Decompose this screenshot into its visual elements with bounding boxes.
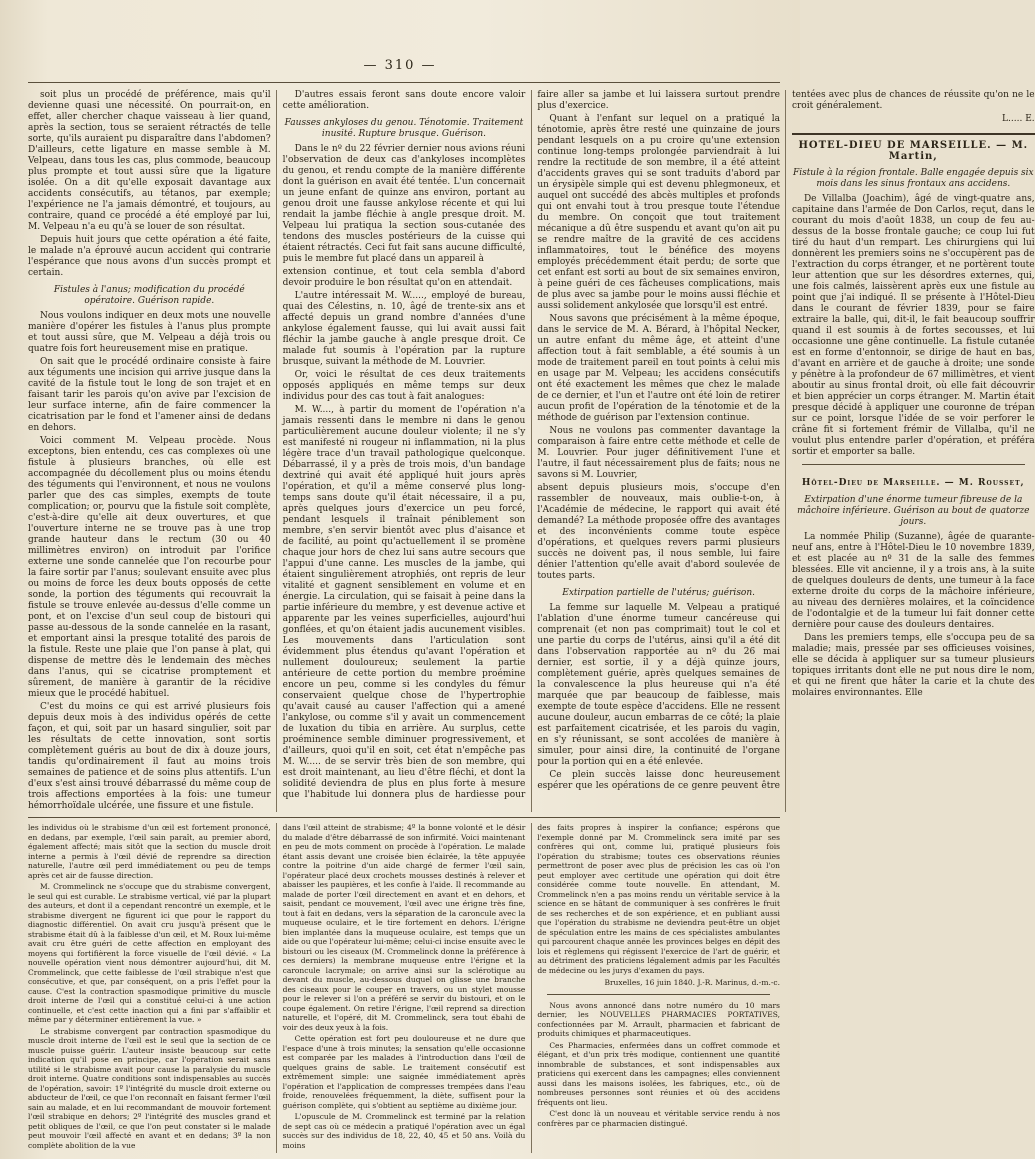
- page-number: — 310 —: [363, 58, 437, 73]
- hospital-heading: HOTEL-DIEU DE MARSEILLE. — M. Martin,: [792, 133, 1035, 162]
- paragraph: La femme sur laquelle M. Velpeau a pratiqué l'ablation d'une énorme tumeur cancéreuse qui comprenait (et non pas comprimait) tout le col et une partie du corps de l'utérus, ainsi qu'il a été dit dans l'observation rapportée au nº du 26 mai dernier, est sortie, il y a déjà quinze jours, complètement guérie, après quelques semaines de la convalescence la plus heureuse qui n'a été marquée que par beaucoup de faiblesse, mais exempte de toute espèce d'accidens. Elle ne ressent aucune douleur, aucun embarras de ce côté; la plaie est parfaitement cicatrisée, et les parois du vagin, en s'y réunissant, se sont accolées de manière à simuler, pour ainsi dire, la continuité de l'organe pour la portion qui en a été enlevée.: [537, 603, 780, 767]
- section-heading: Extirpation d'une énorme tumeur fibreuse de la mâchoire inférieure. Guérison au bout de quatorze jours.: [797, 495, 1030, 527]
- paragraph: M. Crommelinck ne s'occupe que du strabisme convergent, le seul qui est curable. Le strabisme vertical, vié par la plupart des auteurs, et dont il a cependant rencontré un exemple, et le strabisme divergent ne figurent ici que pour le rapport du diagnostic différentiel. On avait cru jusqu'à présent que le strabisme était dû à la faiblesse d'un œil, et M. Roux lui-même avait cru être guéri de cette affection en employant des moyens qui fortifièrent la force visuelle de l'œil dévié. « La nouvelle opération vient nous démontrer aujourd'hui, dit M. Crommelinck, que cette faiblesse de l'œil strabique n'est que consécutive, et que, par conséquent, on a pris l'effet pour la cause. C'est la contraction spasmodique primitive du muscle droit interne de l'œil qui a constitué celui-ci à une action continuelle, et c'est cette inaction qui a fini par s'affaiblir et même par y déterminer entièrement la vue. »: [28, 882, 271, 1024]
- paragraph: Voici comment M. Velpeau procède. Nous exceptons, bien entendu, ces cas complexes où une fistule à plusieurs branches, où elle est accompagnée du décollement plus ou moins étendu des téguments qui l'environnent, et nous ne voulons parler que des cas simples, exempts de toute complication; or, pourvu que la fistule soit complète, c'est-à-dire qu'elle ait deux ouvertures, et que l'ouverture interne ne se trouve pas à une trop grande hauteur dans le rectum (30 ou 40 millimètres environ) on introduit par l'orifice externe une sonde cannelée que l'on recourbe pour la faire sortir par l'anus; soulevant ensuite avec plus ou moins de force les deux bouts opposés de cette sonde, la portion des téguments qui recouvrait la fistule se trouve enlevée au-dessus d'elle comme un pont, et on l'excise d'un seul coup de bistouri qui passe au-dessous de la sonde cannelée en la rasant, et emportant ainsi la presque totalité des parois de la fistule. Reste une plaie que l'on panse à plat, qui dispense de mettre dès le lendemain des mèches dans l'anus, qui se cicatrise promptement et sûrement, de manière à garantir de la récidive mieux que le procédé habituel.: [28, 436, 271, 699]
- section-heading: Fistule à la région frontale. Balle engagée depuis six mois dans les sinus frontaux ans accidens.: [792, 168, 1034, 189]
- paragraph: Nous avons annoncé dans notre numéro du 10 mars dernier, les NOUVELLES PHARMACIES PORTATIVES, confectionnées par M. Arrault, pharmacien et fabricant de produits chimiques et pharmaceutiques.: [537, 1000, 780, 1038]
- section-heading: Fistules à l'anus; modification du procédé opératoire. Guérison rapide.: [53, 285, 245, 306]
- paragraph: La nommée Philip (Suzanne), âgée de quarante-neuf ans, entre à l'Hôtel-Dieu le 10 novembre 1839, et est placée au nº 31 de la salle des femmes blessées. Elle vit ancienne, il y a trois ans, à la suite de quelques douleurs de dents, une tumeur à la face externe droite du corps de la mâchoire inférieure, au niveau des dernières molaires, et la coïncidence de l'odontalgie et de la tumeur lui fait donner cette dernière pour cause des douleurs dentaires.: [791, 532, 1035, 630]
- paragraph: M. W...., à partir du moment de l'opération n'a jamais ressenti dans le membre ni dans le genou particulièrement aucune douleur violente; il ne s'y est manifesté ni rougeur ni inflammation, ni la plus légère trace d'un travail pathologique quelconque. Débarrassé, il y a près de trois mois, d'un bandage dextriné qui avait été appliqué huit jours après l'opération, et qu'il a même conservé plus long-temps sans doute qu'il était nécessaire, il a pu, après quelques jours d'exercice un peu forcé, pendant lesquels il traînait péniblement son membre, s'en servir bientôt avec plus d'aisance et de facilité, au point qu'actuellement il se promène chaque jour hors de chez lui sans autre secours que l'appui d'une canne. Les muscles de la jambe, qui étaient singulièrement atrophiés, ont repris de leur vitalité et gagnent sensiblement en volume et en énergie. La circulation, qui se faisait à peine dans la partie inférieure du membre, y est devenue active et apparente par les veines superficielles, aujourd'hui gonflées, et qu'on étaient jadis aucunement visibles. Les mouvements dans l'articulation sont évidemment plus étendus qu'avant l'opération et nullement douloureux; seulement la partie antérieure de cette portion du membre proémine encore un peu, comme si les condyles du fémur conservaient quelque chose de l'hypertrophie qu'avait causé au causer l'affection qui a amené l'ankylose, ou comme s'il y avait un commencement de luxation du tibia en arrière. Au surplus, cette proéminence semble diminuer progressivement, et d'ailleurs, quoi qu'il en soit, cet état n'empêche pas M. W..... de se servir très bien de son membre, qui est droit maintenant, au lieu d'être fléchi, et dont la solidité deviendra de plus en plus forte à mesure que l'habitude lui donnera plus de hardiesse pour faire aller sa jambe et lui laissera surtout prendre plus d'exercice.: [282, 90, 780, 800]
- paragraph: des faits propres à inspirer la confiance; espérons que l'exemple donné par M. Crommelinck sera imité par ses confrères qui ont, comme lui, pratiqué plusieurs fois l'opération du strabisme; toutes ces observations réunies permettront de poser avec plus de précision les cas où l'on peut employer avec certitude une opération qui doit être considérée comme toute nouvelle. En attendant, M. Crommelinck n'en a pas moins rendu un véritable service à la science en se hâtant de communiquer à ses confrères le fruit de ses recherches et de son expérience, et en publiant aussi que l'opération du strabisme ne deviendra peut-être un objet de spéculation entre les mains de ces spécialistes ambulantes qui parcourent chaque année les provinces belges en dépit des lois et règlemens qui régissent l'exercice de l'art de guérir, et au détriment des praticiens légalement admis par les Facultés de médecine ou les jurys d'examen du pays.: [537, 823, 780, 975]
- section-heading: Fausses ankyloses du genou. Ténotomie. Traitement inusité. Rupture brusque. Guérison.: [284, 118, 524, 139]
- paragraph: Depuis huit jours que cette opération a été faite, le malade n'a éprouvé aucun accident qui contrarie l'espérance que nous avons d'un succès prompt et certain.: [28, 235, 271, 278]
- section-divider: [547, 994, 770, 995]
- paragraph: L'opuscule de M. Crommelinck est terminé par la relation de sept cas où ce médecin a pratiqué l'opération avec un égal succès sur des individus de 18, 22, 40, 45 et 50 ans. Voilà du moins: [282, 1112, 526, 1150]
- paragraph: Le strabisme convergent par contraction spasmodique du muscle droit interne de l'œil est le seul que la section de ce muscle puisse guérir. L'auteur insiste beaucoup sur cette indication qu'il pose en principe, car l'opération serait sans utilité si le strabisme avait pour cause la paralysie du muscle droit interne. Quatre conditions sont indispensables au succès de l'opération, savoir: 1º l'intégrité du muscle droit externe ou abducteur de l'œil, ce que l'on reconnaît en faisant fermer l'œil sain au malade, et en lui recommandant de mouvoir fortement l'œil strabique en dehors; 2º l'intégrité des muscles grand et petit obliques de l'œil, ce que l'on peut constater si le malade peut mouvoir l'œil affecté en avant et en dedans; 3º la non complète abolition de la vue: [28, 1026, 271, 1150]
- paragraph: Dans les premiers temps, elle s'occupa peu de sa maladie; mais, pressée par ses officieuses voisines, elle se décida à appliquer sur sa tumeur plusieurs topiques irritants dont elle ne put nous dire le nom, et qui ne firent que hâter la carie et la chute des molaires environnantes. Elle: [791, 633, 1035, 698]
- paragraph: dans l'œil atteint de strabisme; 4º la bonne volonté et le désir du malade d'être débarrassé de son infirmité. Voici maintenant en peu de mots comment on procède à l'opération. Le malade étant assis devant une croisée bien éclairée, la tête appuyée contre la poitrine d'un aide chargé de fermer l'œil sain, l'opérateur placé deux crochets mousses destinés à relever et abaisser les paupières, et les confie à l'aide. Il recommande au malade de porter l'œil directement en avant et en dehors, et saisit, pendant ce mouvement, l'œil avec une érigne très fine, tout à fait en dedans, vers la séparation de la caroncule avec la muqueuse oculaire, et le tire fortement en dehors. L'érigne bien implantée dans la muqueuse oculaire, est temps que un aide ou que l'opérateur lui-même; celui-ci incise ensuite avec le bistouri ou les ciseaux (M. Crommelinck donne la préférence à ces derniers) la membrane muqueuse entre l'érigne et la caroncule lacrymale; on arrive ainsi sur la sclérotique au devant du muscle, au-dessous duquel on glisse une branche des ciseaux pour le couper en travers, ou un stylet mousse pour le relever si l'on a préféré se servir du bistouri, et on le coupe également. On retire l'érigne, l'œil reprend sa direction naturelle, et l'opéré, dit M. Crommelinck, sera tout ébahi de voir des deux yeux à la fois.: [282, 823, 526, 1032]
- author-signature: L..... E.: [1002, 114, 1035, 124]
- paragraph: Quant à l'enfant sur lequel on a pratiqué la ténotomie, après être resté une quinzaine de jours pendant lesquels on a pu croire qu'une extension continue long-temps prolongée parviendrait à lui rendre la rectitude de son membre, il a été atteint d'accidents graves qui se sont traduits d'abord par un érysipèle simple qui est devenu phlegmoneux, et auquel ont succédé des abcès multiples et profonds qui ont envahi tout à trou presque toute l'étendue du membre. On conçoit que tout traitement mécanique a dû être suspendu et avant qu'on ait pu se rendre maître de la gravité de ces accidens inflammatoires, tout le bénéfice des moyens employés précédemment était perdu; de sorte que cet enfant est sorti au bout de six semaines environ, à peine guéri de ces fâcheuses complications, mais de plus avec sa jambe pour le moins aussi fléchie et aussi solidement ankylosée que lorsqu'il est entré.: [537, 114, 780, 311]
- paragraph: Nous voulons indiquer en deux mots une nouvelle manière d'opérer les fistules à l'anus plus prompte et tout aussi sûre, que M. Velpeau a déjà trois ou quatre fois fort heureusement mise en pratique.: [28, 311, 271, 354]
- paragraph: Ces Pharmacies, enfermées dans un coffret commode et élégant, et d'un prix très modique, contiennent une quantité innombrable de substances, et sont indispensables aux praticiens qui exercent dans les campagnes; elles conviennent aussi dans les maisons isolées, les fabriques, etc., où de nombreuses personnes sont réunies et où des accidens fréquents ont lieu.: [537, 1040, 780, 1107]
- paragraph: soit plus un procédé de préférence, mais qu'il devienne quasi une nécessité. On pourrait-on, en effet, aller chercher chaque vaisseau à lier quand, après la section, tous se seraient rétractés de telle sorte, qu'ils auraient pu disparaître dans l'abdomen? D'ailleurs, cette ligature en masse semble à M. Velpeau, dans tous les cas, plus commode, beaucoup plus prompte et tout aussi sûre que la ligature isolée. On a dit qu'elle exposait davantage aux accidents consécutifs, au tétanos, par exemple; l'expérience ne l'a jamais démontré, et toujours, au contraire, quand ce procédé a été employé par lui, M. Velpeau n'a eu qu'à se louer de son résultat.: [28, 90, 271, 232]
- paragraph: Cette opération est fort peu douloureuse et ne dure que l'espace d'une à trois minutes; la sensation qu'elle occasionne est comparée par les malades à l'introduction dans l'œil de quelques grains de sable. Le traitement consécutif est extrêmement simple: une saignée immédiatement après l'opération et l'application de compresses trempées dans l'eau froide, renouvelées fréquemment, la diète, suffisent pour la guérison complète, qui s'obtient au septième au dixième jour.: [282, 1034, 526, 1110]
- paragraph: L'autre intéressait M. W....., employé de bureau, quai des Célestins, n. 10, âgé de trente-six ans et affecté depuis un grand nombre d'années d'une ankylose également fausse, qui lui avait aussi fait fléchir la jambe gauche à angle presque droit. Ce malade fut soumis à l'opération par la rupture brusque, suivant la méthode de M. Louvrier.: [282, 291, 526, 367]
- paragraph: Ce plein succès laisse donc heureusement espérer que les opérations de ce genre peuvent être tentées avec plus de chances de réussite qu'on ne le croit généralement.: [537, 90, 1035, 791]
- section-heading: Extirpation partielle de l'utérus; guérison.: [562, 588, 756, 598]
- paragraph: C'est du moins ce qui est arrivé plusieurs fois depuis deux mois à des individus opérés de cette façon, et qui, soit par un hasard singulier, soit par les résultats de cette innovation, sont sortis complètement guéris au bout de dix à douze jours, tandis qu'ordinairement il faut au moins trois semaines de patience et de soins plus attentifs. L'un d'eux s'est ainsi trouvé débarrassé du même coup de trois affections emportées à la fois: une tumeur hémorrhoïdale ulcérée, une fissure et une fistule.: [28, 702, 271, 811]
- paragraph: les individus où le strabisme d'un œil est fortement prononcé, en dedans, par exemple, l'œil sain paraît, au premier abord, également affecté; mais sitôt que la section du muscle droit interne a permis à l'œil dévié de reprendre sa direction naturelle, l'autre œil perd immédiatement ou peu de temps après cet air de fausse direction.: [28, 823, 271, 880]
- hospital-heading: Hôtel-Dieu de Marseille. — M. Rousset,: [801, 478, 1025, 488]
- paragraph: Nous ne voulons pas commenter davantage la comparaison à faire entre cette méthode et celle de M. Louvrier. Pour juger définitivement l'une et l'autre, il faut nécessairement plus de faits; nous ne savons si M. Louvrier,: [537, 426, 780, 480]
- paragraph: absent depuis plusieurs mois, s'occupe d'en rassembler de nouveaux, mais oublie-t-on, à l'Académie de médecine, le rapport qui avait été demandé? La méthode proposée offre des avantages et des inconvénients comme toute espèce d'opérations, et quelques revers parmi plusieurs succès ne doivent pas, il nous semble, lui faire dénier l'attention qu'elle avait d'abord soulevée de toutes parts.: [537, 483, 780, 581]
- section-divider: [802, 464, 1025, 465]
- paragraph: Nous savons que précisément à la même époque, dans le service de M. A. Bérard, à l'hôpital Necker, un autre enfant du même âge, et atteint d'une affection tout à fait semblable, a été soumis à un mode de traitement pareil en tout points à celui mis en usage par M. Velpeau; les accidens consécutifs ont été exactement les mêmes que chez le malade de ce dernier, et l'un et l'autre ont été loin de retirer aucun profit de l'opération de la ténotomie et de la méthode de guérison par l'extension continue.: [537, 314, 780, 423]
- section-rule: [28, 817, 780, 818]
- paragraph: extension continue, et tout cela sembla d'abord devoir produire le bon résultat qu'on en attendait.: [282, 267, 526, 288]
- paragraph: C'est donc là un nouveau et véritable service rendu à nos confrères par ce pharmacien distingué.: [537, 1109, 780, 1128]
- paragraph: On sait que le procédé ordinaire consiste à faire aux téguments une incision qui arrive jusque dans la cavité de la fistule tout le long de son trajet et en faisant tarir les parois qu'on avive par l'excision de leur surface interne, afin de faire commencer la cicatrisation par le fond et l'amener ainsi de dedans en dehors.: [28, 357, 271, 433]
- dateline: Bruxelles, 16 juin 1840. J.-R. Marinus, d.-m.-c.: [604, 978, 780, 987]
- paragraph: Dans le nº du 22 février dernier nous avions réuni l'observation de deux cas d'ankyloses incomplètes du genou, et rendu compte de la manière différente dont la guérison en avait été tentée. L'un concernait un jeune enfant de quinze ans environ, portant au genou droit une fausse ankylose récente et qui lui rendait la jambe fléchie à angle presque droit. M. Velpeau lui pratiqua la section sous-cutanée des tendons des muscles postérieurs de la cuisse qui étaient rétractés. Ceci fut fait sans aucune difficulté, puis le membre fut placé dans un appareil à: [282, 144, 526, 264]
- upper-three-column-body: [28, 90, 1035, 812]
- lower-three-column-body: [28, 823, 780, 1153]
- paragraph: De Villalba (Joachim), âgé de vingt-quatre ans, capitaine dans l'armée de Don Carlos, reçut, dans le courant du mois d'août 1838, un coup de feu au-dessus de la bosse frontale gauche; ce coup lui fut tiré du haut d'un rempart. Les chirurgiens qui lui donnèrent les premiers soins ne s'occupèrent pas de l'extraction du corps étranger, et ne portèrent toute leur attention que sur les désordres externes, qui, une fois calmés, laissèrent après eux une fistule au point que j'ai indiqué. Il se présente à l'Hôtel-Dieu dans le courant de février 1839, pour se faire extraire la balle, qui, dit-il, le fait beaucoup souffrir quand il est soumis à de fortes secousses, et lui occasionne une gêne continuelle. La fistule cutanée est en forme d'entonnoir, se dirige de haut en bas, d'avant en arrière et de gauche à droite; une sonde y pénètre à la profondeur de 67 millimètres, et vient aboutir au sinus frontal droit, où elle fait découvrir et bien apprécier un corps étranger. M. Martin était presque décidé à appliquer une couronne de trépan sur ce point, lorsque l'idée de se voir perforer le crâne fit si fortement frémir de Villalba, qu'il ne voulut plus entendre parler d'opération, et préféra sortir et emporter sa balle.: [791, 194, 1035, 457]
- header-rule: [28, 82, 780, 83]
- paragraph: Or, voici le résultat de ces deux traitements opposés appliqués en même temps sur deux individus pour des cas tout à fait analogues:: [282, 370, 526, 402]
- paragraph: D'autres essais feront sans doute encore valoir cette amélioration.: [282, 90, 526, 111]
